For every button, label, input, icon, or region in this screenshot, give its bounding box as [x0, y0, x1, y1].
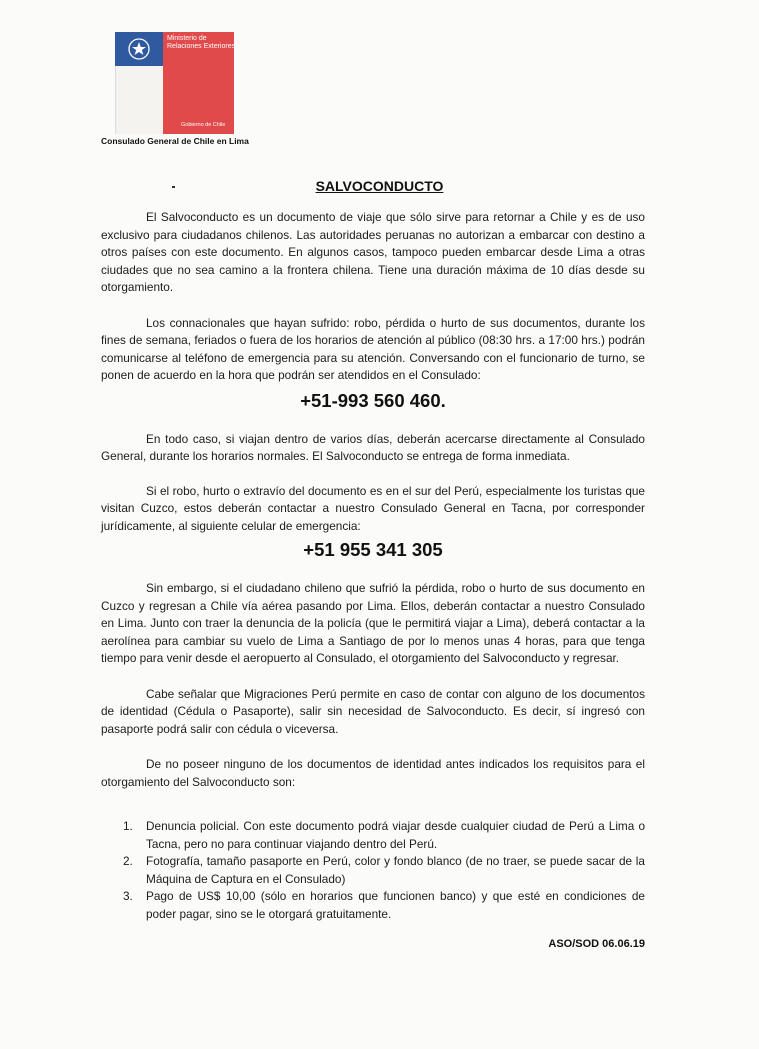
logo-white-block [115, 66, 163, 134]
paragraph-travel: En todo caso, si viajan dentro de varios días, deberán acercarse directamente al Consulado General, durante los horarios normales. El Salvoconducto se entrega de forma inmediata. [101, 431, 645, 463]
phone-tacna: +51 955 341 305 [303, 539, 443, 560]
phone-lima: +51-993 560 460. [300, 389, 446, 411]
list-item-text: Pago de US$ 10,00 (sólo en horarios que funcionen banco) y que esté en condiciones de poder pagar, sino se le otorgará gratuitamente. [146, 889, 645, 921]
list-item-text: Denuncia policial. Con este documento podrá viajar desde cualquier ciudad de Perú a Lima o Tacna, pero no para continuar viajando dentro del Perú. [146, 819, 645, 851]
consulate-name: Consulado General de Chile en Lima [101, 136, 249, 146]
list-item-number: 3. [123, 889, 133, 903]
logo-blue-block [115, 32, 163, 66]
document-body [101, 209, 645, 791]
list-item [101, 818, 645, 853]
logo-government-text: Gobierno de Chile [181, 122, 226, 128]
paragraph-emergency: Los connacionales que hayan sufrido: robo, pérdida o hurto de sus documentos, durante los fines de semana, feriados o fuera de los horarios de atención al público (08:30 hrs. a 17:00 hrs.) podrán comunicarse al teléfono de emergencia para su atención. Conversando con el funcionario de turno, se ponen de acuerdo en la hora que podrán ser atendidos en el Consulado: [101, 315, 645, 382]
paragraph-requirements-intro: De no poseer ninguno de los documentos de identidad antes indicados los requisitos para el otorgamiento del Salvoconducto son: [101, 757, 645, 789]
requirements-list [101, 818, 645, 923]
list-item-number: 2. [123, 854, 133, 868]
logo-red-block [163, 32, 234, 134]
list-item-text: Fotografía, tamaño pasaporte en Perú, color y fondo blanco (de no traer, se puede sacar de la Máquina de Captura en el Consulado) [146, 854, 645, 886]
document-title: SALVOCONDUCTO [315, 178, 444, 194]
coat-of-arms-icon [126, 36, 152, 62]
list-item [101, 888, 645, 923]
paragraph-migrations: Cabe señalar que Migraciones Perú permite en caso de contar con alguno de los documentos de identidad (Cédula o Pasaporte), salir sin necesidad de Salvoconducto. Es decir, sí ingresó con pasaporte podrá salir con cédula o viceversa. [101, 686, 645, 736]
list-item-number: 1. [123, 819, 133, 833]
paragraph-intro: El Salvoconducto es un documento de viaje que sólo sirve para retornar a Chile y es de uso exclusivo para ciudadanos chilenos. Las autoridades peruanas no autorizan a embarcar con destino a otros países con este documento. En algunos casos, tampoco pueden embarcar desde Lima a otras ciudades que no sea camino a la frontera chilena. Tiene una duración máxima de 10 días desde su otorgamiento. [101, 210, 645, 294]
logo-left-panel [115, 32, 163, 134]
logo-ministry-text: Ministerio de Relaciones Exteriores [167, 35, 236, 50]
document-reference: ASO/SOD 06.06.19 [548, 938, 645, 950]
ministry-logo [115, 32, 234, 134]
paragraph-cuzco: Sin embargo, si el ciudadano chileno que sufrió la pérdida, robo o hurto de sus documento en Cuzco y regresan a Chile vía aérea pasando por Lima. Ellos, deberán contactar a nuestro Consulado en Lima. Junto con traer la denuncia de la policía (que le permitirá viajar a Lima), deberá contactar a la aerolínea para cambiar su vuelo de Lima a Santiago de por lo menos unas 4 horas, para que tenga tiempo para venir desde el aeropuerto al Consulado, el otorgamiento del Salvoconducto y regresar. [101, 581, 645, 665]
list-item [101, 853, 645, 888]
paragraph-south: Si el robo, hurto o extravío del documento es en el sur del Perú, especialmente los turistas que visitan Cuzco, estos deberán contactar a nuestro Consulado General en Tacna, por corresponder jurídicamente, al siguiente celular de emergencia: [101, 483, 645, 533]
